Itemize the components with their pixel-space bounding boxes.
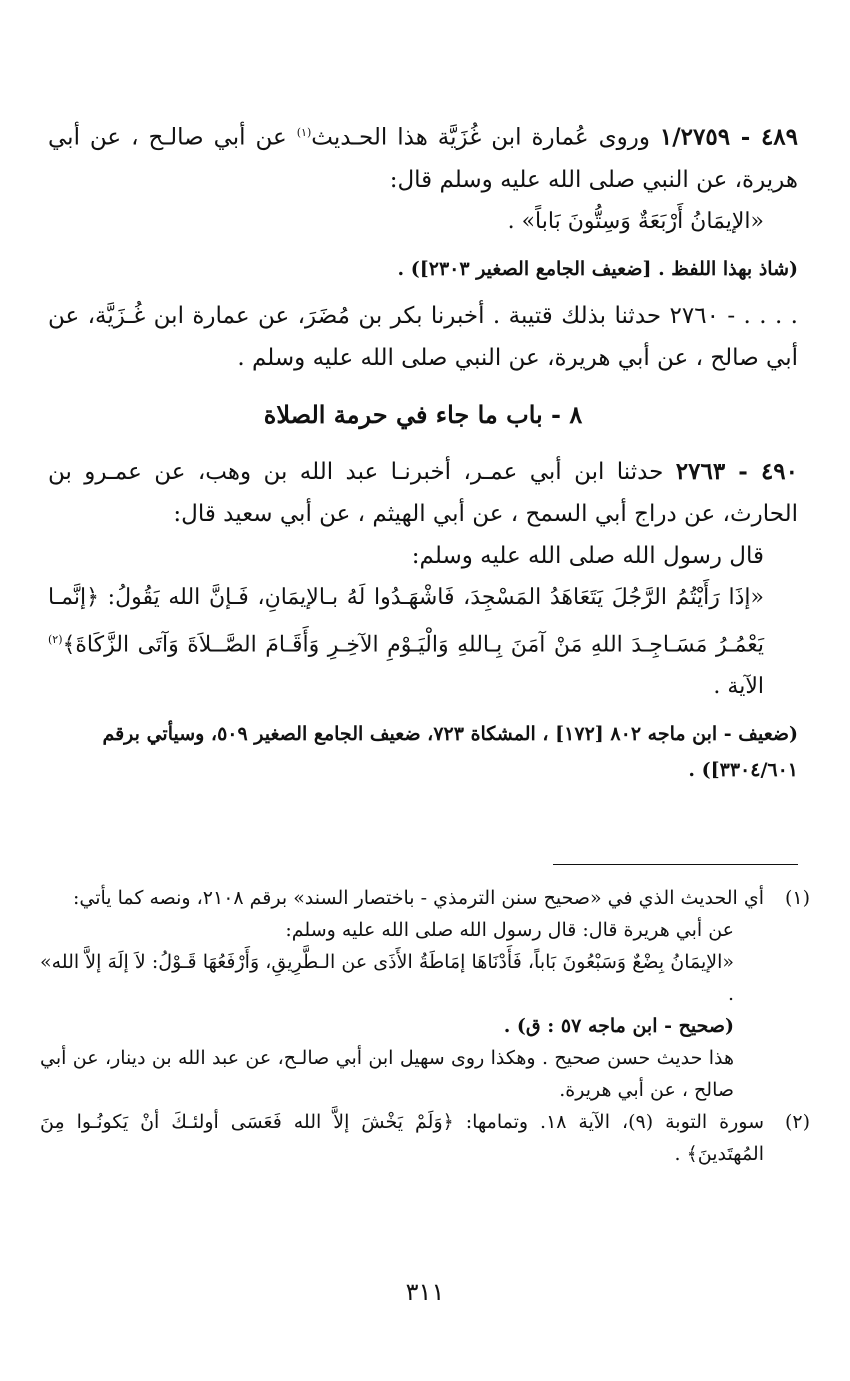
footnote-ref-1: (١) <box>296 126 312 139</box>
main-text <box>48 112 798 788</box>
footnote-1-line-4: (صحيح - ابن ماجه ٥٧ : ق) . <box>503 1015 734 1037</box>
footnote-separator <box>553 864 798 865</box>
chapter-heading: ٨ - باب ما جاء في حرمة الصلاة <box>263 399 583 429</box>
hadith-489-isnad-b: عن أبي صالـح ، عن أبي هريرة، عن النبي صلى الله عليه وسلم قال: <box>48 124 798 193</box>
hadith-490-isnad: حدثنا ابن أبي عمـر، أخبرنـا عبد الله بن وهب، عن عمـرو بن الحارث، عن دراج أبي السمح ، عن أبي الهيثم ، عن أبي سعيد قال: <box>48 458 798 527</box>
page-number: ٣١١ <box>405 1278 445 1306</box>
hadith-490-number: ٤٩٠ - ٢٧٦٣ <box>675 457 799 485</box>
footnote-2-marker: (٢) <box>784 1111 810 1133</box>
hadith-489-isnad <box>48 112 798 201</box>
hadith-490-intro: قال رسول الله صلى الله عليه وسلم: <box>411 542 764 569</box>
footnote-2-body: سورة التوبة (٩)، الآية ١٨. وتمامها: ﴿وَلَمْ يَخْشَ إلاَّ الله فَعَسَى أولئـكَ أنْ يَكونُـوا مِنَ المُهتَدينَ﴾ . <box>40 1111 764 1165</box>
hadith-490-text <box>48 577 798 708</box>
footnote-ref-2: (٢) <box>48 632 63 646</box>
hadith-489-isnad-a: وروى عُمارة ابن غُزَيَّة هذا الحـديث <box>311 124 660 151</box>
hadith-489-number: ٤٨٩ - ١/٢٧٥٩ <box>659 123 799 151</box>
footnote-1 <box>40 882 810 1106</box>
hadith-2760-text: . . . . - ٢٧٦٠ حدثنا بذلك قتيبة . أخبرنا بكر بن مُضَرَ، عن عمارة ابن غُـزَيَّة، عن أبي صالح ، عن أبي هريرة، عن النبي صلى الله عليه وسلم . <box>48 302 798 371</box>
hadith-490-text-a: «إذَا رَأَيْتُمُ الرَّجُلَ يَتَعَاهَدُ المَسْجِدَ، فَاشْهَـدُوا لَهُ بـالإيمَانِ، فَـإنَّ الله يَقُولُ: ﴿إنَّمـا يَعْمُـرُ مَسَـاجِـدَ اللهِ مَنْ آمَنَ بِـاللهِ وَالْيَـوْمِ الآخِـرِ وَأَقَـامَ الصَّــلاَةَ وَآتَى الزَّكَاةَ﴾ <box>48 584 764 657</box>
footnote-1-line-1: أي الحديث الذي في «صحيح سنن الترمذي - باختصار السند» برقم ٢١٠٨، ونصه كما يأتي: <box>72 887 764 909</box>
hadith-489-takhrij: (شاذ بهذا اللفظ . [ضعيف الجامع الصغير ٢٣٠٣]) . <box>397 257 798 280</box>
hadith-490-isnad-para <box>48 451 798 535</box>
footnote-1-marker: (١) <box>784 887 810 909</box>
footnotes <box>40 882 810 1170</box>
footnote-1-line-2: عن أبي هريرة قال: قال رسول الله صلى الله عليه وسلم: <box>285 919 734 941</box>
footnote-1-body <box>40 882 764 1106</box>
footnote-1-line-3: «الإيمَانُ بِضْعٌ وَسَبْعُونَ بَاباً، فَأَدْنَاهَا إمَاطَةُ الأَذَى عن الـطَّرِيقِ، وَأَرْفَعُهَا قَـوْلُ: لاَ إلَهَ إلاَّ الله» . <box>40 951 734 1005</box>
hadith-490-takhrij: (ضعيف - ابن ماجه ٨٠٢ [١٧٢] ، المشكاة ٧٢٣، ضعيف الجامع الصغير ٥٠٩، وسيأتي برقم ٣٣٠٤/٦٠١]) . <box>102 722 798 781</box>
hadith-490-text-b: الآية . <box>713 673 764 699</box>
footnote-2 <box>40 1106 810 1170</box>
footnote-1-line-5: هذا حديث حسن صحيح . وهكذا روى سهيل ابن أبي صالـح، عن عبد الله بن دينار، عن أبي صالح ، عن أبي هريرة. <box>40 1047 734 1101</box>
hadith-489-text: «الإيمَانُ أَرْبَعَةٌ وَسِتُّونَ بَاباً» . <box>507 208 764 234</box>
